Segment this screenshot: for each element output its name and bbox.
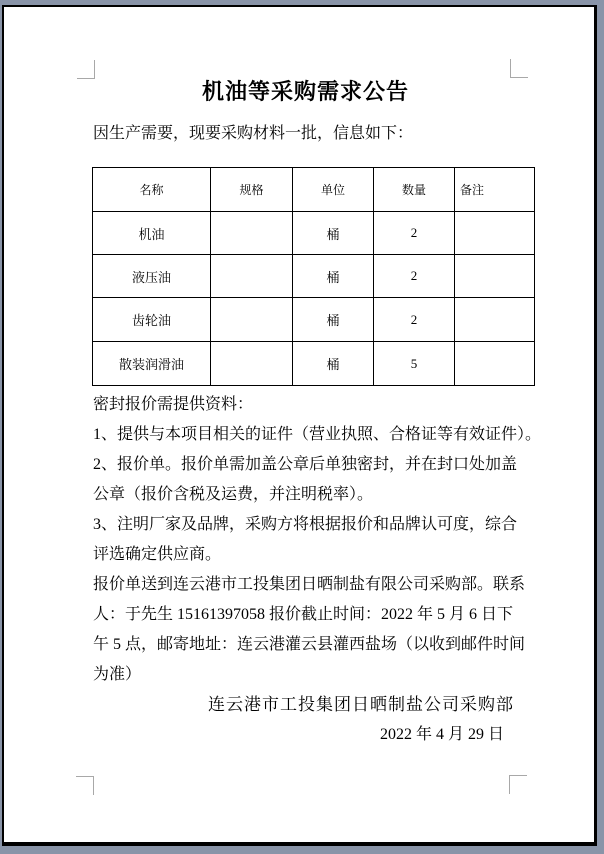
- cell-spec: [211, 298, 293, 342]
- crop-mark-bottom-left: [76, 776, 94, 795]
- cell-name: 散装润滑油: [93, 342, 211, 386]
- cell-note: [455, 298, 535, 342]
- body-line: 午 5 点，邮寄地址：连云港灌云县灌西盐场（以收到邮件时间: [93, 636, 526, 653]
- cell-qty: 5: [374, 342, 455, 386]
- cell-note: [455, 342, 535, 386]
- procurement-table: [92, 167, 535, 386]
- cell-spec: [211, 212, 293, 255]
- header-qty: 数量: [374, 168, 455, 212]
- document-page[interactable]: [2, 5, 597, 846]
- cell-unit: 桶: [293, 212, 374, 255]
- body-line: 2、报价单。报价单需加盖公章后单独密封，并在封口处加盖: [93, 456, 518, 473]
- body-line: 1、提供与本项目相关的证件（营业执照、合格证等有效证件）。: [93, 426, 542, 443]
- cell-qty: 2: [374, 212, 455, 255]
- header-spec: 规格: [211, 168, 293, 212]
- header-unit: 单位: [293, 168, 374, 212]
- table-row: [93, 255, 535, 298]
- cell-unit: 桶: [293, 342, 374, 386]
- header-name: 名称: [93, 168, 211, 212]
- body-line: 报价单送到连云港市工投集团日晒制盐有限公司采购部。联系: [93, 576, 526, 593]
- document-title: 机油等采购需求公告: [201, 79, 409, 104]
- body-line: 3、注明厂家及品牌，采购方将根据报价和品牌认可度，综合: [93, 516, 518, 533]
- cell-unit: 桶: [293, 298, 374, 342]
- cell-name: 液压油: [93, 255, 211, 298]
- cell-note: [455, 212, 535, 255]
- table-row: [93, 212, 535, 255]
- crop-mark-bottom-right: [509, 775, 527, 794]
- cell-qty: 2: [374, 298, 455, 342]
- table-header-row: [93, 168, 535, 212]
- cell-name: 机油: [93, 212, 211, 255]
- table-row: [93, 298, 535, 342]
- body-line: 为准）: [93, 666, 142, 683]
- signature-line: 连云港市工投集团日晒制盐公司采购部: [208, 695, 514, 714]
- header-note: 备注: [455, 168, 535, 212]
- cell-spec: [211, 342, 293, 386]
- cell-unit: 桶: [293, 255, 374, 298]
- body-line: 评选确定供应商。: [93, 546, 222, 563]
- cell-note: [455, 255, 535, 298]
- body-text-block: [93, 390, 542, 690]
- cell-spec: [211, 255, 293, 298]
- date-line: 2022 年 4 月 29 日: [379, 726, 504, 743]
- body-line: 密封报价需提供资料：: [93, 396, 254, 413]
- intro-paragraph: 因生产需要，现要采购材料一批，信息如下：: [93, 125, 414, 142]
- cell-qty: 2: [374, 255, 455, 298]
- body-line: 人：于先生 15161397058 报价截止时间：2022 年 5 月 6 日下: [93, 606, 514, 623]
- table-row: [93, 342, 535, 386]
- cell-name: 齿轮油: [93, 298, 211, 342]
- body-line: 公章（报价含税及运费，并注明税率）。: [93, 486, 374, 503]
